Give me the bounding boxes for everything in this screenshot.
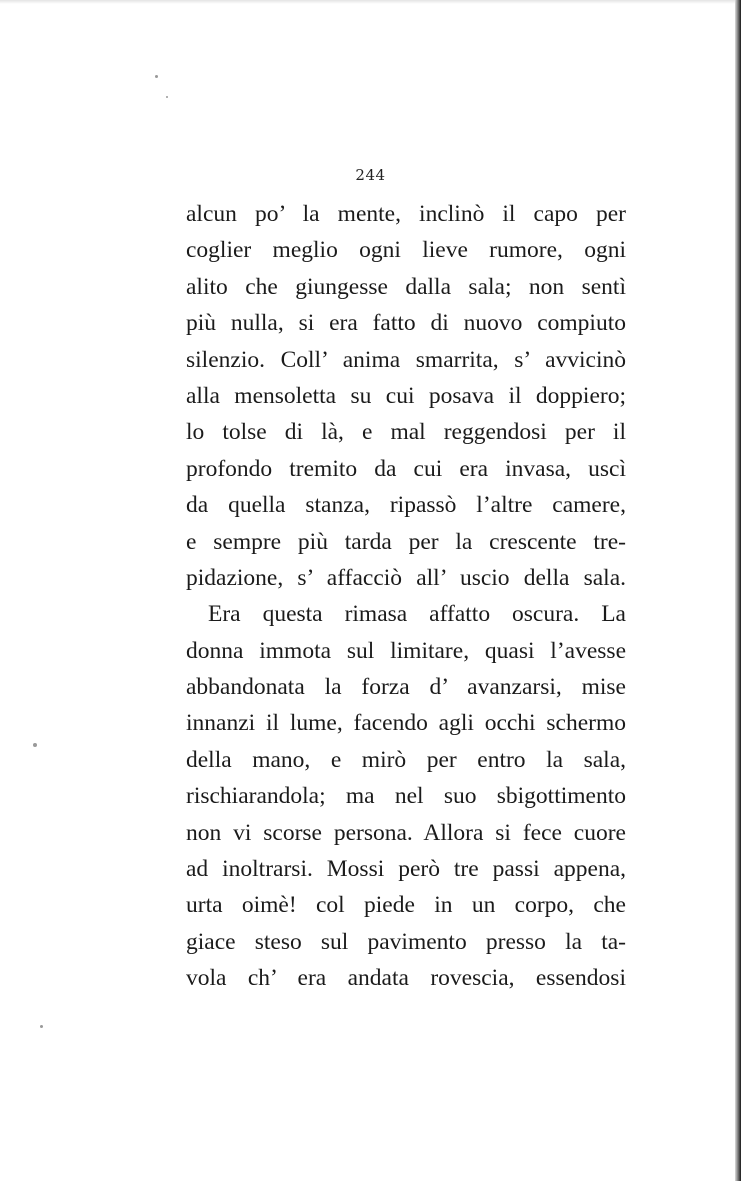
paper-speck [33, 743, 37, 747]
text-line: alcun po’ la mente, inclinò il capo per [186, 201, 626, 227]
paper-speck [166, 96, 168, 98]
text-line: da quella stanza, ripassò l’altre camere, [186, 492, 626, 519]
text-line: abbandonata la forza d’ avanzarsi, mise [186, 674, 626, 701]
text-line: urta oimè! col piede in un corpo, che [186, 892, 626, 919]
text-line: profondo tremito da cui era invasa, uscì [186, 455, 626, 482]
page-number: 244 [355, 166, 386, 184]
text-line: non vi scorse persona. Allora si fece cuore [186, 819, 626, 846]
text-line: e sempre più tarda per la crescente tre- [186, 528, 626, 555]
body-text [186, 196, 626, 997]
text-line: ad inoltrarsi. Mossi però tre passi appena, [186, 856, 626, 883]
text-line: silenzio. Coll’ anima smarrita, s’ avvicinò [186, 346, 626, 373]
text-line: coglier meglio ogni lieve rumore, ogni [186, 237, 626, 264]
text-line: della mano, e mirò per entro la sala, [186, 746, 626, 773]
page-top-edge [0, 0, 741, 4]
text-line: giace steso sul pavimento presso la ta- [186, 928, 626, 955]
text-line: innanzi il lume, facendo agli occhi schermo [186, 710, 626, 737]
paragraph-start-line: Era questa rimasa affatto oscura. La [208, 601, 626, 628]
text-line: pidazione, s’ affacciò all’ uscio della sala. [186, 564, 626, 591]
text-line: alito che giungesse dalla sala; non sentì [186, 273, 626, 300]
text-line: alla mensoletta su cui posava il doppiero; [186, 382, 626, 409]
text-line: lo tolse di là, e mal reggendosi per il [186, 419, 626, 446]
text-line: vola ch’ era andata rovescia, essendosi [186, 965, 626, 992]
text-line: rischiarandola; ma nel suo sbigottimento [186, 783, 626, 810]
paper-speck [155, 75, 158, 78]
text-line: più nulla, si era fatto di nuovo compiuto [186, 310, 626, 337]
paper-speck [40, 1025, 43, 1028]
text-line: donna immota sul limitare, quasi l’avesse [186, 637, 626, 664]
